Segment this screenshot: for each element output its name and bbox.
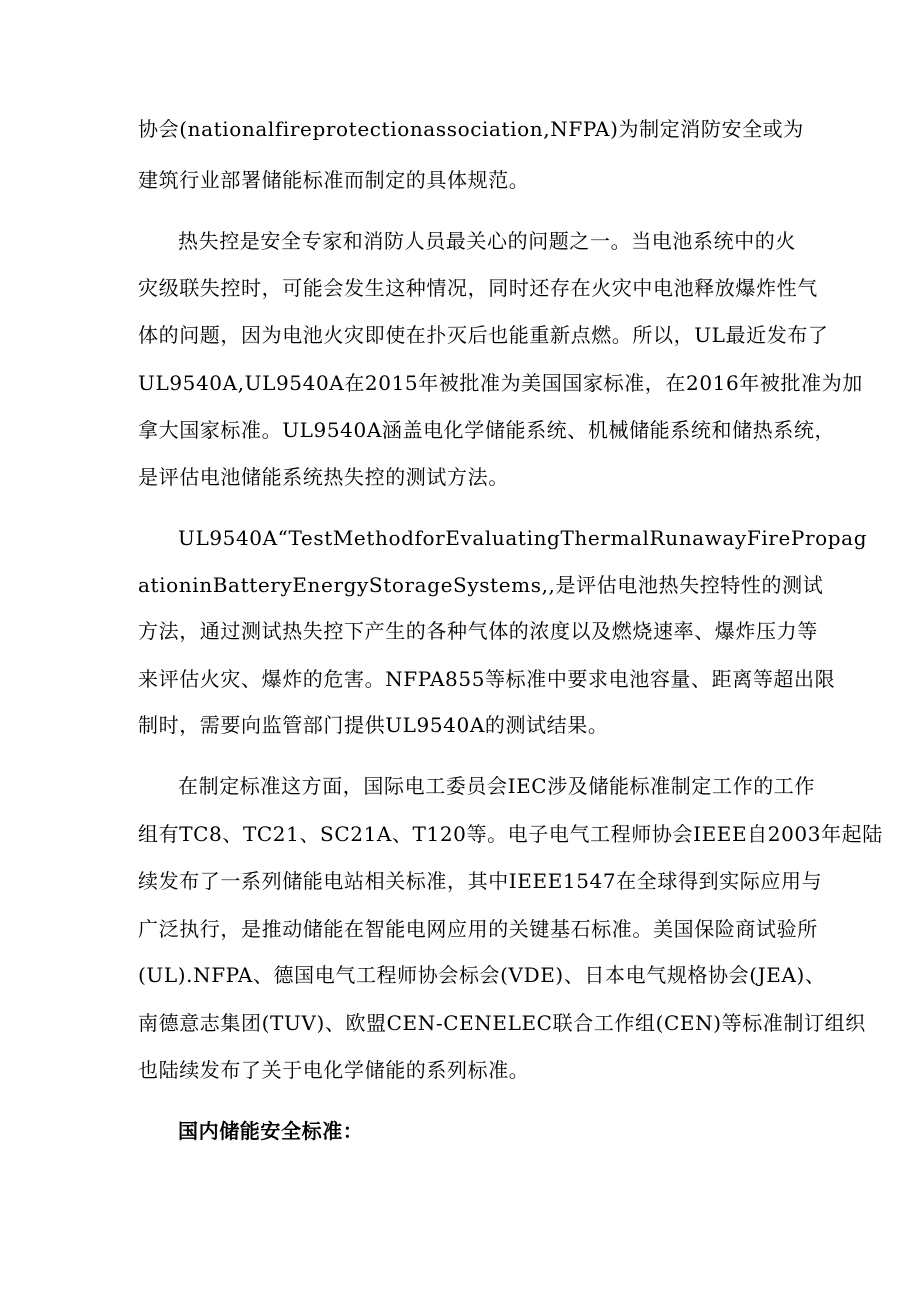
paragraph-2-line-2: 灾级联失控时，可能会发生这种情况，同时还存在火灾中电池释放爆炸性气 [138, 276, 818, 300]
paragraph-3-line-5: 制时，需要向监管部门提供UL9540A的测试结果。 [138, 713, 609, 737]
paragraph-2-line-5: 拿大国家标准。UL9540A涵盖电化学储能系统、机械储能系统和储热系统， [138, 418, 836, 442]
paragraph-2-line-4: UL9540A,UL9540A在2015年被批准为美国国家标准，在2016年被批准为加 [138, 371, 863, 395]
paragraph-4-line-5: (UL).NFPA、德国电气工程师协会标会(VDE)、日本电气规格协会(JEA)、 [138, 963, 826, 987]
paragraph-4-line-1: 在制定标准这方面，国际电工委员会IEC涉及储能标准制定工作的工作 [178, 774, 816, 798]
paragraph-4-line-3: 续发布了一系列储能电站相关标准，其中IEEE1547在全球得到实际应用与 [138, 869, 823, 893]
paragraph-4-line-4: 广泛执行，是推动储能在智能电网应用的关键基石标准。美国保险商试验所 [138, 917, 818, 941]
paragraph-2-line-6: 是评估电池储能系统热失控的测试方法。 [138, 465, 509, 489]
paragraph-4-line-6: 南德意志集团(TUV)、欧盟CEN-CENELEC联合工作组(CEN)等标准制订组织 [138, 1011, 866, 1035]
section-heading: 国内储能安全标准： [178, 1119, 364, 1143]
paragraph-4-line-7: 也陆续发布了关于电化学储能的系列标准。 [138, 1058, 530, 1082]
paragraph-1-line-1: 协会(nationalfireprotectionassociation,NFPA)为制定消防安全或为 [138, 117, 804, 141]
paragraph-2-line-1: 热失控是安全专家和消防人员最关心的问题之一。当电池系统中的火 [178, 229, 796, 253]
paragraph-3-line-3: 方法，通过测试热失控下产生的各种气体的浓度以及燃烧速率、爆炸压力等 [138, 619, 818, 643]
paragraph-2-line-3: 体的问题，因为电池火灾即使在扑灭后也能重新点燃。所以，UL最近发布了 [138, 323, 829, 347]
paragraph-4-line-2: 组有TC8、TC21、SC21A、T120等。电子电气工程师协会IEEE自2003年起陆 [138, 822, 883, 846]
paragraph-3-line-1: UL9540A“TestMethodforEvaluatingThermalRunawayFirePropag [178, 526, 868, 550]
paragraph-1-line-2: 建筑行业部署储能标准而制定的具体规范。 [138, 168, 530, 192]
paragraph-3-line-4: 来评估火灾、爆炸的危害。NFPA855等标准中要求电池容量、距离等超出限 [138, 667, 836, 691]
paragraph-3-line-2: ationinBatteryEnergyStorageSystems,,是评估电池热失控特性的测试 [138, 573, 824, 597]
